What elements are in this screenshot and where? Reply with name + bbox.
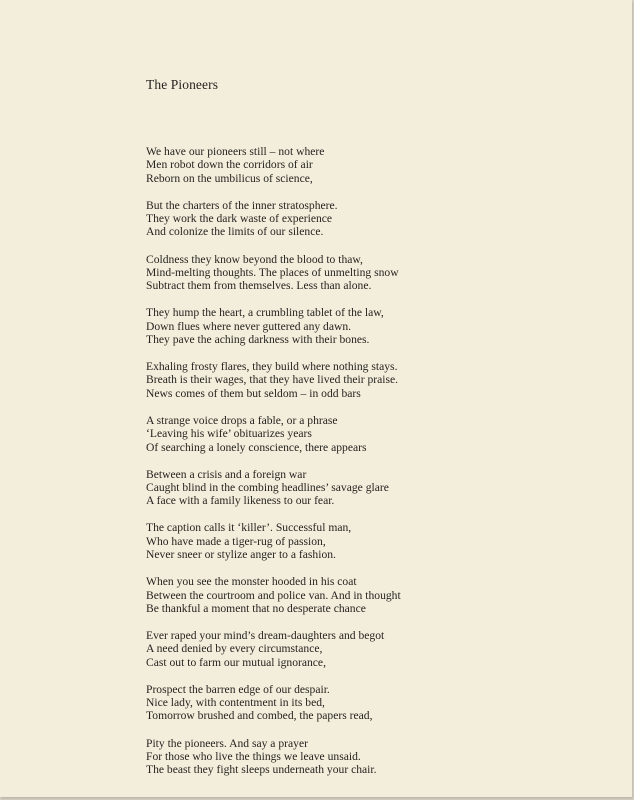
poem-line: Be thankful a moment that no desperate chance <box>146 601 366 615</box>
poem-line: The beast they fight sleeps underneath your chair. <box>146 763 377 777</box>
poem-line: Subtract them from themselves. Less than alone. <box>146 279 372 293</box>
poem-line: Prospect the barren edge of our despair. <box>146 682 330 696</box>
poem-line: Never sneer or stylize anger to a fashion. <box>146 548 336 562</box>
poem-title: The Pioneers <box>146 77 219 92</box>
poem-line: Coldness they know beyond the blood to thaw, <box>146 252 363 266</box>
poem-line: Between the courtroom and police van. And in thought <box>146 588 401 602</box>
poem-line: They hump the heart, a crumbling tablet of the law, <box>146 306 384 320</box>
stanza <box>146 468 401 508</box>
poem-body <box>146 145 401 790</box>
poem-line: ‘Leaving his wife’ obituarizes years <box>146 427 312 441</box>
stanza <box>146 145 401 185</box>
poem-line: We have our pioneers still – not where <box>146 145 325 158</box>
poem-line: Down flues where never guttered any dawn. <box>146 319 352 333</box>
poem-line: The caption calls it ‘killer’. Successful man, <box>146 521 352 535</box>
stanza <box>146 737 401 777</box>
poem-line: Nice lady, with contentment in its bed, <box>146 696 325 710</box>
poem-line: Cast out to farm our mutual ignorance, <box>146 655 326 669</box>
poem-line: Reborn on the umbilicus of science, <box>146 171 313 185</box>
stanza <box>146 629 401 669</box>
stanza <box>146 253 401 293</box>
stanza <box>146 521 401 561</box>
poem-line: A need denied by every circumstance, <box>146 642 323 656</box>
stanza <box>146 575 401 615</box>
poem-line: When you see the monster hooded in his coat <box>146 575 357 589</box>
poem-line: Tomorrow brushed and combed, the papers read, <box>146 709 373 723</box>
poem-line: Ever raped your mind’s dream-daughters and begot <box>146 629 385 643</box>
poem-line: They pave the aching darkness with their bones. <box>146 332 370 346</box>
poem-line: Men robot down the corridors of air <box>146 158 313 172</box>
poem-line: A strange voice drops a fable, or a phrase <box>146 413 338 427</box>
poem-line: A face with a family likeness to our fear. <box>146 494 335 508</box>
poem-line: Breath is their wages, that they have lived their praise. <box>146 373 399 387</box>
poem-line: And colonize the limits of our silence. <box>146 225 324 239</box>
poem-line: Mind-melting thoughts. The places of unmelting snow <box>146 265 399 279</box>
stanza <box>146 360 401 400</box>
poem-line: Pity the pioneers. And say a prayer <box>146 736 308 750</box>
poem-line: For those who live the things we leave unsaid. <box>146 749 361 763</box>
poem-line: Caught blind in the combing headlines’ savage glare <box>146 480 389 494</box>
stanza <box>146 414 401 454</box>
poem-line: Who have made a tiger-rug of passion, <box>146 534 326 548</box>
poem-line: News comes of them but seldom – in odd bars <box>146 386 361 400</box>
poem-line: But the charters of the inner stratosphere. <box>146 198 338 212</box>
poem-line: Of searching a lonely conscience, there appears <box>146 440 367 454</box>
stanza <box>146 683 401 723</box>
poem-line: They work the dark waste of experience <box>146 212 333 226</box>
poem-line: Between a crisis and a foreign war <box>146 467 307 481</box>
poem-line: Exhaling frosty flares, they build where nothing stays. <box>146 360 398 374</box>
stanza <box>146 306 401 346</box>
stanza <box>146 199 401 239</box>
